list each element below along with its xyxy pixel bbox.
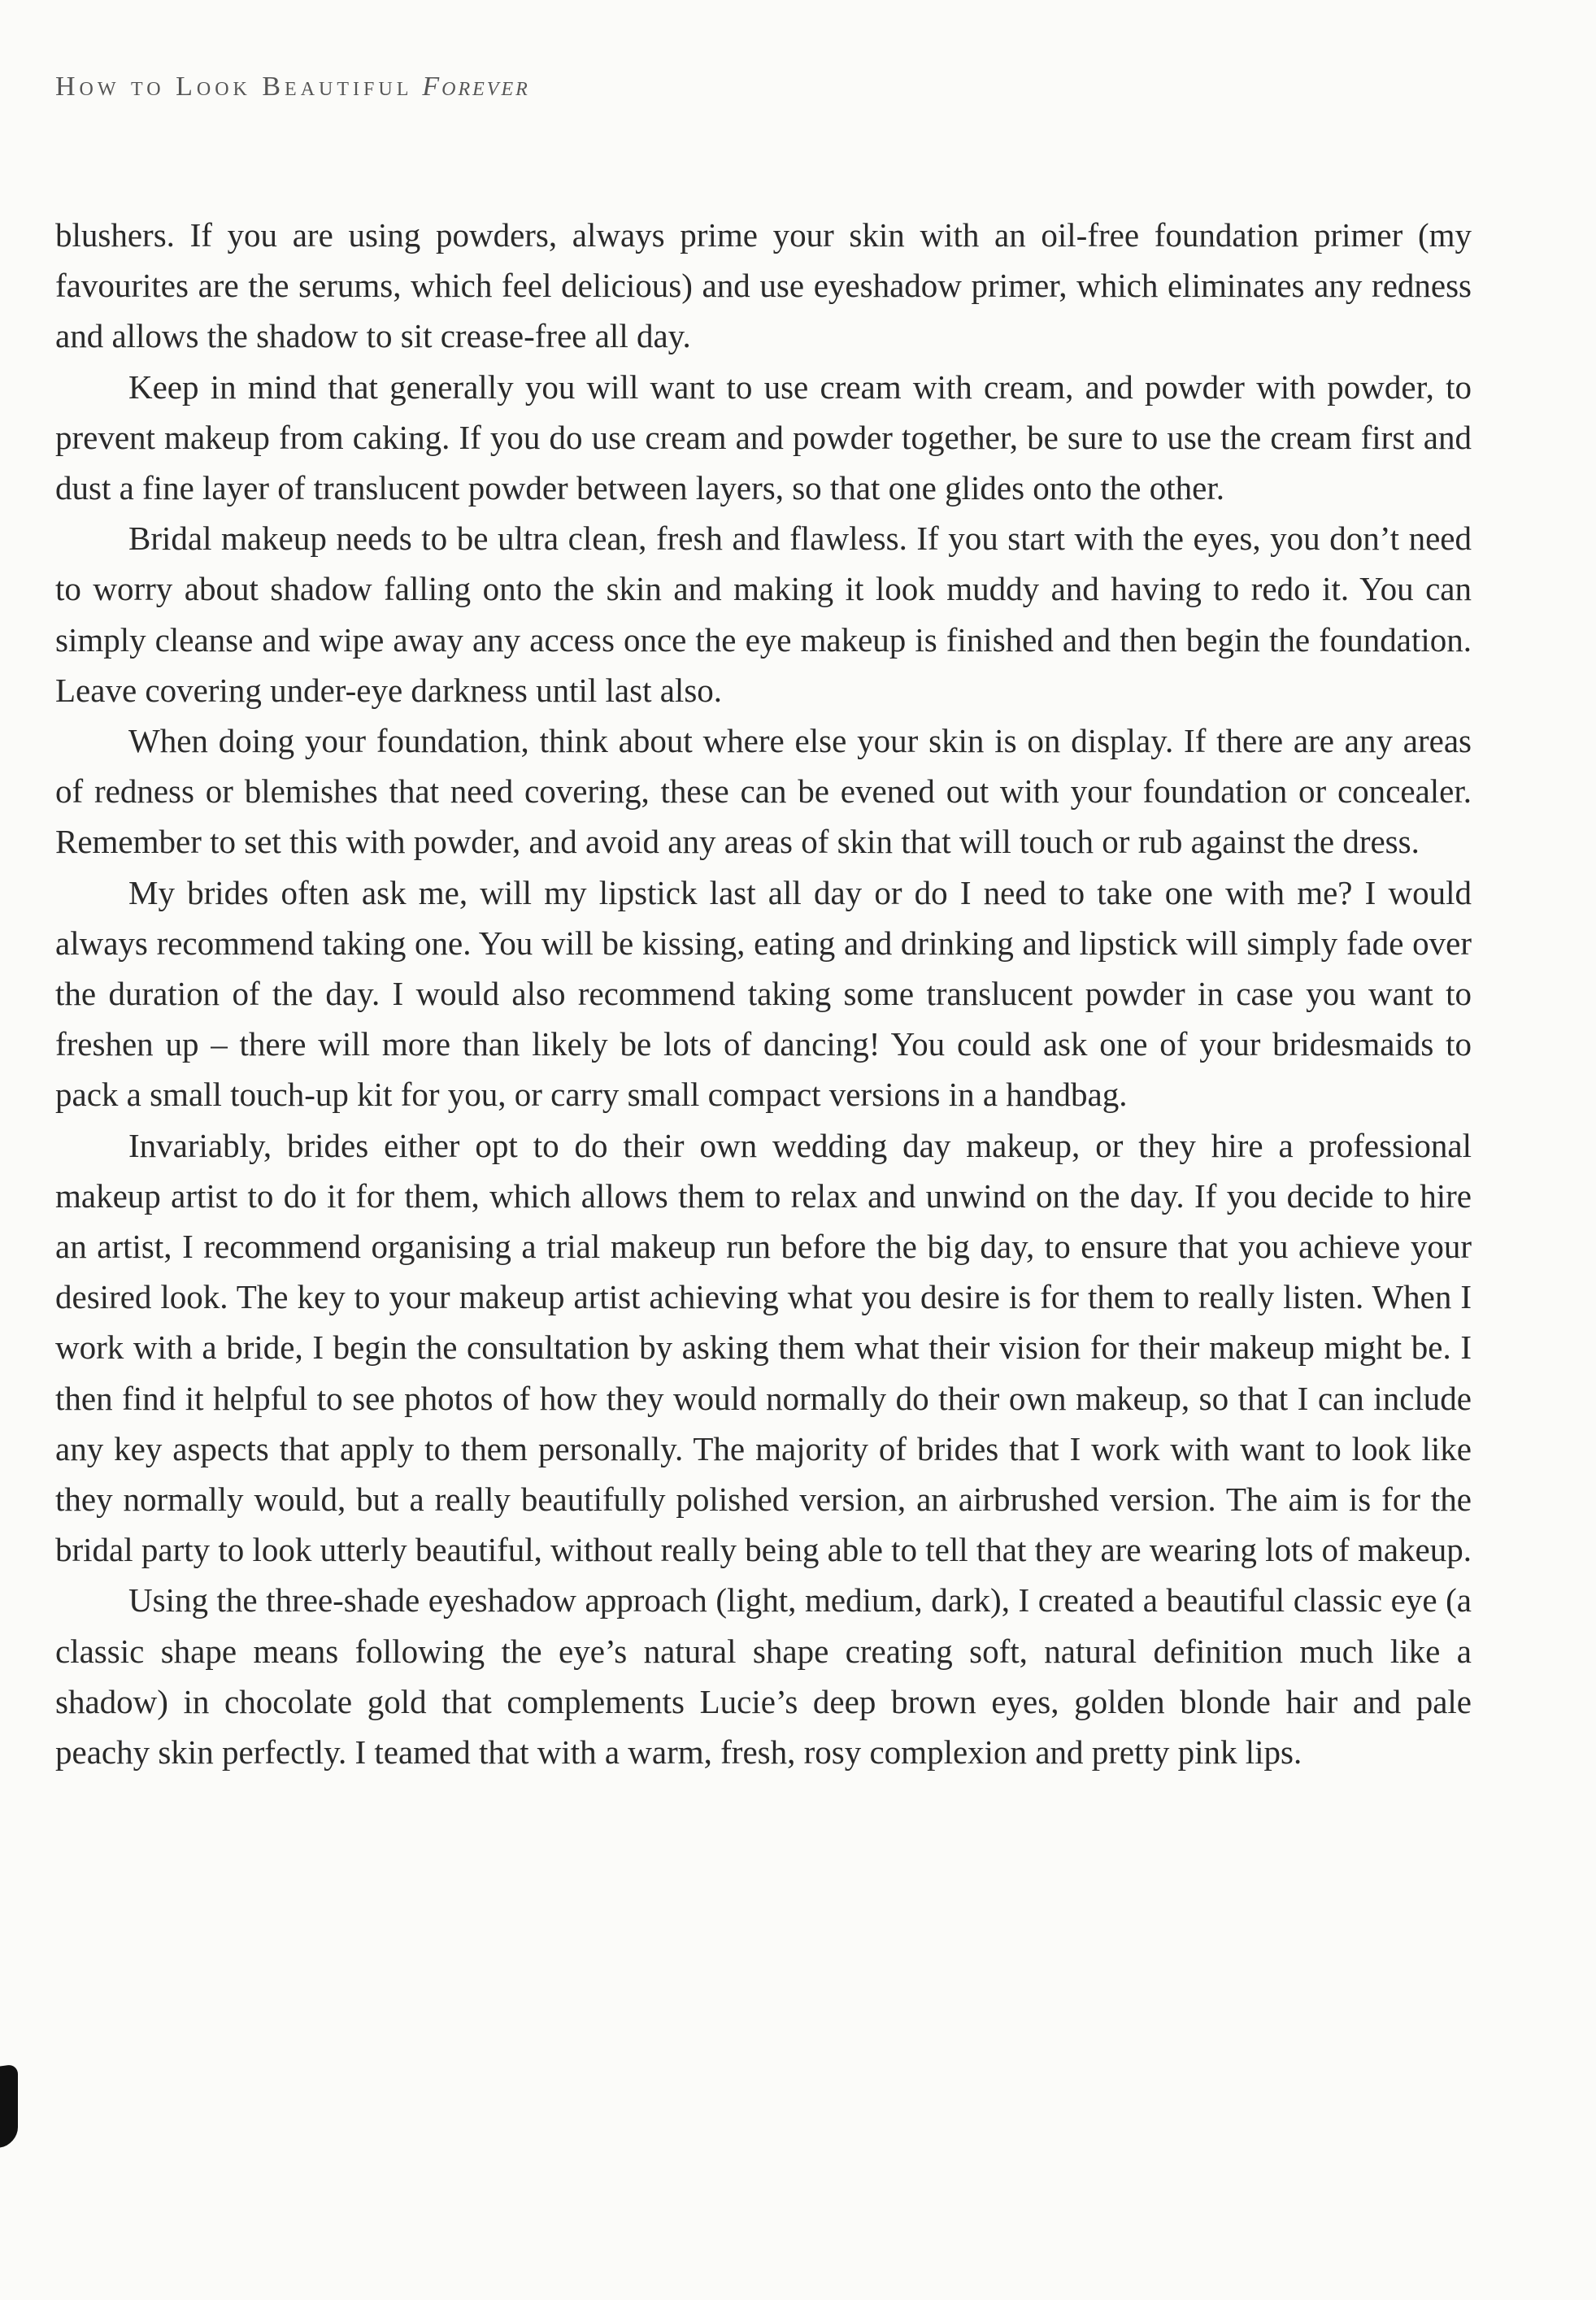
running-title: How to Look Beautiful (55, 72, 413, 102)
running-title-italic: Forever (422, 72, 530, 102)
page-edge-bleed-mark (0, 2063, 18, 2147)
paragraph: blushers. If you are using powders, always prime your skin with an oil-free foundation primer (my favourites are the serums, which feel delicious) and use eyeshadow primer, which eliminates any redness and allows the shadow to sit crease-free all day. (55, 216, 1472, 355)
body-text (55, 210, 1472, 1777)
paragraph: Using the three-shade eyeshadow approach (light, medium, dark), I created a beautiful classic eye (a classic shape means following the eye’s natural shape creating soft, natural definition much like a shadow) in chocolate gold that complements Lucie’s deep brown eyes, golden blonde hair and pale peachy skin perfectly. I teamed that with a warm, fresh, rosy complexion and pretty pink lips. (55, 1581, 1472, 1772)
paragraph: Bridal makeup needs to be ultra clean, fresh and flawless. If you start with the eyes, you don’t need to worry about shadow falling onto the skin and making it look muddy and having to redo it. You can simply cleanse and wipe away any access once the eye makeup is finished and then begin the foundation. Leave covering under-eye darkness until last also. (55, 520, 1472, 709)
paragraph: Invariably, brides either opt to do their own wedding day makeup, or they hire a professional makeup artist to do it for them, which allows them to relax and unwind on the day. If you decide to hire an artist, I recommend organising a trial makeup run before the big day, to ensure that you achieve your desired look. The key to your makeup artist achieving what you desire is for them to really listen. When I work with a bride, I begin the consultation by asking them what their vision for their makeup might be. I then find it helpful to see photos of how they would normally do their own makeup, so that I can include any key aspects that apply to them personally. The majority of brides that I work with want to look like they normally would, but a really beautifully polished version, an airbrushed version. The aim is for the bridal party to look utterly beautiful, without really being able to tell that they are wearing lots of makeup. (55, 1126, 1472, 1569)
paragraph: Keep in mind that generally you will want to use cream with cream, and powder with powder, to prevent makeup from caking. If you do use cream and powder together, be sure to use the cream first and dust a fine layer of translucent powder between layers, so that one glides onto the other. (55, 367, 1472, 507)
paragraph: When doing your foundation, think about where else your skin is on display. If there are any areas of redness or blemishes that need covering, these can be evened out with your foundation or concealer. Remember to set this with powder, and avoid any areas of skin that will touch or rub against the dress. (55, 722, 1472, 861)
paragraph: My brides often ask me, will my lipstick last all day or do I need to take one with me? I would always recommend taking one. You will be kissing, eating and drinking and lipstick will simply fade over the duration of the day. I would also recommend taking some translucent powder in case you want to freshen up – there will more than likely be lots of dancing! You could ask one of your bridesmaids to pack a small touch-up kit for you, or carry small compact versions in a handbag. (55, 873, 1472, 1114)
running-header (55, 72, 530, 102)
